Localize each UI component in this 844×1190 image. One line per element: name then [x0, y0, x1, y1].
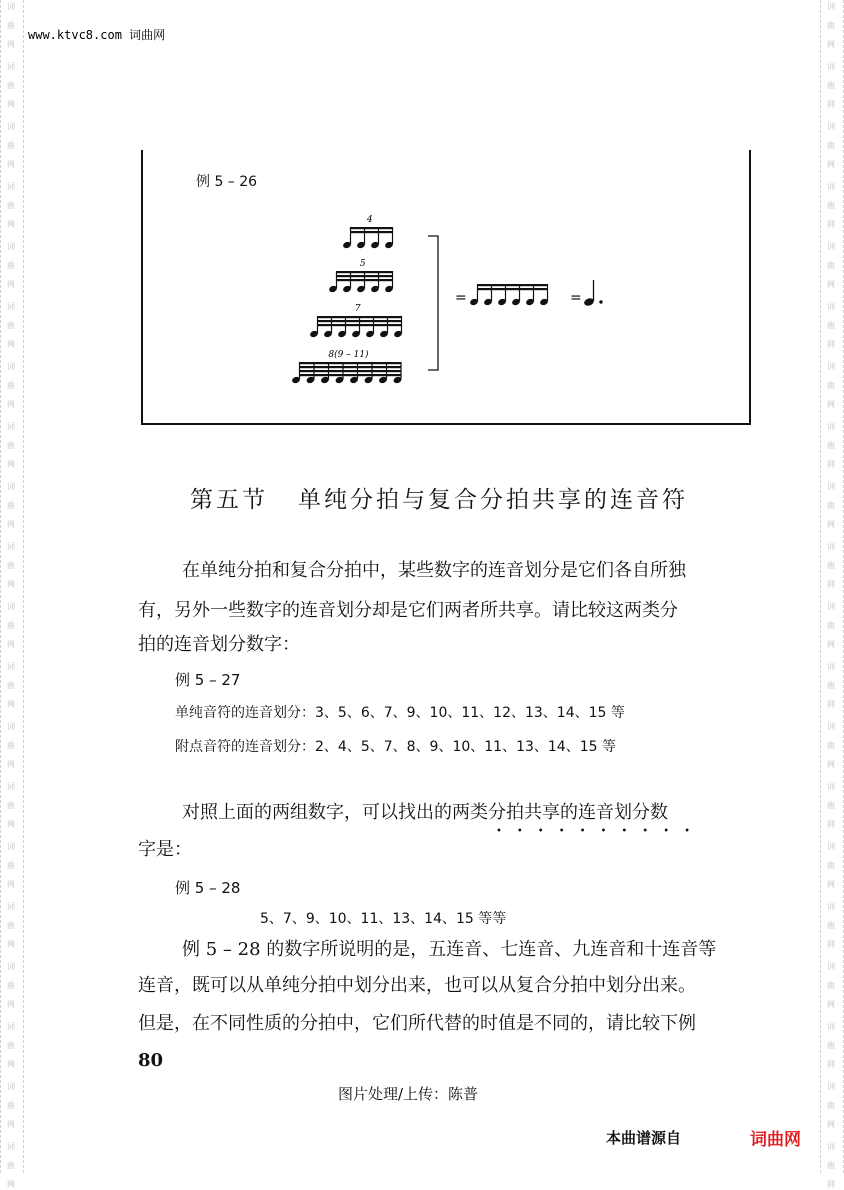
watermark-glyph: 词: [827, 722, 835, 731]
watermark-glyph: 曲: [827, 921, 835, 930]
section-title-text: 单纯分拍与复合分拍共享的连音符: [298, 487, 688, 513]
watermark-glyph: 词: [827, 1082, 835, 1091]
watermark-glyph: 词: [7, 902, 15, 911]
watermark-glyph: 曲: [7, 441, 15, 450]
watermark-glyph: 曲: [7, 81, 15, 90]
watermark-glyph: 曲: [827, 561, 835, 570]
watermark-glyph: 曲: [827, 141, 835, 150]
paragraph-1-line-1: 在单纯分拍和复合分拍中，某些数字的连音划分是它们各自所独: [182, 560, 686, 581]
paragraph-3-line-1: 例 5 – 28 的数字所说明的是，五连音、七连音、九连音和十连音等: [182, 939, 717, 960]
watermark-glyph: 词: [7, 362, 15, 371]
watermark-glyph: 词: [827, 782, 835, 791]
tuplet-number: 8(9 – 11): [328, 350, 369, 360]
watermark-glyph: 网: [827, 1180, 835, 1189]
watermark-glyph: 词: [827, 62, 835, 71]
watermark-glyph: 网: [827, 880, 835, 889]
watermark-glyph: 曲: [827, 81, 835, 90]
watermark-glyph: 网: [827, 40, 835, 49]
watermark-glyph: 网: [827, 280, 835, 289]
watermark-glyph: 网: [7, 520, 15, 529]
tuplet-group-7: [309, 304, 403, 338]
watermark-glyph: 词: [827, 122, 835, 131]
watermark-glyph: 网: [827, 340, 835, 349]
watermark-glyph: 网: [827, 940, 835, 949]
watermark-glyph: 网: [827, 520, 835, 529]
watermark-glyph: 词: [827, 482, 835, 491]
watermark-glyph: 词: [7, 182, 15, 191]
page-number: 80: [138, 1050, 164, 1071]
watermark-glyph: 曲: [827, 861, 835, 870]
upload-credit: 图片处理/上传：陈普: [338, 1085, 479, 1103]
example-5-27-label: 例 5 – 27: [175, 671, 241, 689]
watermark-glyph: 网: [7, 280, 15, 289]
tuplet-number: 5: [359, 259, 366, 269]
example-5-27-line-2: 附点音符的连音划分：2、4、5、7、8、9、10、11、13、14、15 等: [175, 739, 616, 755]
watermark-glyph: 网: [827, 400, 835, 409]
watermark-glyph: 词: [827, 422, 835, 431]
watermark-glyph: 词: [827, 302, 835, 311]
watermark-glyph: 网: [827, 100, 835, 109]
watermark-glyph: 曲: [7, 141, 15, 150]
watermark-glyph: 曲: [827, 261, 835, 270]
watermark-glyph: 词: [827, 962, 835, 971]
watermark-glyph: 网: [827, 1060, 835, 1069]
section-number: 第五节: [190, 487, 268, 513]
watermark-glyph: 网: [7, 1180, 15, 1189]
watermark-glyph: 词: [7, 602, 15, 611]
watermark-glyph: 词: [7, 482, 15, 491]
watermark-glyph: 词: [7, 422, 15, 431]
watermark-glyph: 词: [7, 842, 15, 851]
watermark-glyph: 曲: [7, 921, 15, 930]
dotted-quarter-note: [583, 280, 603, 307]
watermark-glyph: 网: [827, 1120, 835, 1129]
paragraph-2-line-2: 字是：: [138, 839, 192, 860]
watermark-glyph: 词: [827, 242, 835, 251]
watermark-glyph: 曲: [827, 201, 835, 210]
watermark-glyph: 曲: [827, 741, 835, 750]
watermark-glyph: 曲: [7, 741, 15, 750]
watermark-glyph: 曲: [7, 1161, 15, 1170]
site-name: 词曲网: [129, 28, 166, 42]
watermark-glyph: 曲: [827, 681, 835, 690]
emphasis-dots: ••••••••••: [496, 826, 705, 837]
watermark-glyph: 词: [827, 362, 835, 371]
watermark-glyph: 词: [7, 62, 15, 71]
watermark-glyph: 网: [7, 340, 15, 349]
watermark-glyph: 词: [827, 1022, 835, 1031]
watermark-glyph: 词: [7, 1022, 15, 1031]
watermark-glyph: 曲: [827, 1161, 835, 1170]
watermark-glyph: 曲: [827, 621, 835, 630]
watermark-glyph: 词: [7, 722, 15, 731]
watermark-glyph: 曲: [7, 381, 15, 390]
watermark-glyph: 曲: [7, 21, 15, 30]
paragraph-2-line-1: 对照上面的两组数字，可以找出的两类分拍共享的连音划分数: [182, 802, 668, 823]
example-5-28-label: 例 5 – 28: [175, 879, 241, 897]
tuplet-group-4: [342, 215, 394, 249]
watermark-glyph: 曲: [7, 801, 15, 810]
watermark-glyph: 词: [827, 2, 835, 11]
watermark-glyph: 曲: [827, 1041, 835, 1050]
paragraph-3-line-2: 连音，既可以从单纯分拍中划分出来，也可以从复合分拍中划分出来。: [138, 975, 696, 996]
watermark-glyph: 网: [7, 220, 15, 229]
watermark-glyph: 网: [7, 820, 15, 829]
watermark-glyph: 词: [7, 242, 15, 251]
watermark-glyph: 曲: [7, 501, 15, 510]
paragraph-1-line-2: 有，另外一些数字的连音划分却是它们两者所共享。请比较这两类分: [138, 600, 678, 621]
watermark-glyph: 词: [7, 782, 15, 791]
watermark-glyph: 词: [7, 662, 15, 671]
tuplet-number: 4: [366, 215, 373, 225]
watermark-glyph: 词: [827, 902, 835, 911]
watermark-glyph: 网: [7, 580, 15, 589]
watermark-glyph: 网: [827, 580, 835, 589]
watermark-glyph: 网: [827, 700, 835, 709]
site-url[interactable]: www.ktvc8.com: [28, 28, 122, 42]
watermark-glyph: 曲: [827, 441, 835, 450]
watermark-glyph: 网: [7, 940, 15, 949]
watermark-glyph: 词: [827, 662, 835, 671]
section-title: [190, 481, 688, 514]
watermark-glyph: 网: [7, 460, 15, 469]
tuplet-group-5: [328, 259, 394, 293]
watermark-glyph: 网: [827, 640, 835, 649]
watermark-glyph: 曲: [7, 681, 15, 690]
watermark-glyph: 词: [7, 2, 15, 11]
watermark-glyph: 曲: [827, 21, 835, 30]
example-5-26-label: 例 5 – 26: [196, 174, 258, 190]
watermark-glyph: 网: [7, 640, 15, 649]
watermark-glyph: 词: [827, 182, 835, 191]
tuplet-group-8: [291, 349, 402, 384]
example-5-28-numbers: 5、7、9、10、11、13、14、15 等等: [260, 911, 507, 927]
source-label: 本曲谱源自: [606, 1129, 682, 1147]
watermark-glyph: 曲: [827, 321, 835, 330]
watermark-glyph: 网: [7, 760, 15, 769]
watermark-glyph: 曲: [827, 801, 835, 810]
watermark-glyph: 网: [7, 700, 15, 709]
watermark-glyph: 网: [7, 100, 15, 109]
watermark-glyph: 网: [7, 40, 15, 49]
tuplet-number: 7: [354, 304, 361, 314]
equals-sign-2: =: [570, 290, 582, 306]
watermark-glyph: 词: [7, 302, 15, 311]
watermark-glyph: 词: [827, 1142, 835, 1151]
watermark-glyph: 网: [7, 160, 15, 169]
watermark-glyph: 曲: [7, 561, 15, 570]
watermark-glyph: 曲: [827, 981, 835, 990]
watermark-glyph: 网: [827, 760, 835, 769]
watermark-glyph: 词: [827, 842, 835, 851]
watermark-glyph: 词: [7, 122, 15, 131]
watermark-glyph: 词: [7, 542, 15, 551]
watermark-glyph: 词: [827, 542, 835, 551]
watermark-glyph: 曲: [827, 381, 835, 390]
watermark-glyph: 曲: [7, 321, 15, 330]
equals-sign-1: =: [455, 290, 467, 306]
watermark-glyph: 网: [827, 1000, 835, 1009]
watermark-glyph: 网: [7, 1000, 15, 1009]
watermark-glyph: 曲: [7, 261, 15, 270]
tuplet-bracket: [428, 236, 438, 370]
sixteenth-note-group-6: [469, 284, 549, 306]
watermark-glyph: 网: [827, 460, 835, 469]
paragraph-1-line-3: 拍的连音划分数字：: [138, 634, 300, 655]
watermark-glyph: 词: [7, 1082, 15, 1091]
watermark-glyph: 网: [827, 820, 835, 829]
example-5-27-line-1: 单纯音符的连音划分：3、5、6、7、9、10、11、12、13、14、15 等: [175, 705, 625, 721]
watermark-glyph: 网: [7, 880, 15, 889]
watermark-glyph: 网: [827, 220, 835, 229]
watermark-glyph: 词: [827, 602, 835, 611]
watermark-glyph: 词: [7, 1142, 15, 1151]
watermark-glyph: 词: [7, 962, 15, 971]
paragraph-3-line-3: 但是，在不同性质的分拍中，它们所代替的时值是不同的，请比较下例: [138, 1013, 696, 1034]
watermark-glyph: 曲: [7, 621, 15, 630]
watermark-glyph: 曲: [827, 1101, 835, 1110]
watermark-glyph: 曲: [7, 201, 15, 210]
watermark-glyph: 曲: [827, 501, 835, 510]
source-site-link[interactable]: 词曲网: [750, 1130, 801, 1150]
watermark-glyph: 网: [7, 400, 15, 409]
watermark-glyph: 网: [7, 1120, 15, 1129]
watermark-glyph: 网: [827, 160, 835, 169]
watermark-glyph: 曲: [7, 1041, 15, 1050]
watermark-glyph: 曲: [7, 861, 15, 870]
watermark-glyph: 曲: [7, 1101, 15, 1110]
watermark-glyph: 网: [7, 1060, 15, 1069]
watermark-glyph: 曲: [7, 981, 15, 990]
